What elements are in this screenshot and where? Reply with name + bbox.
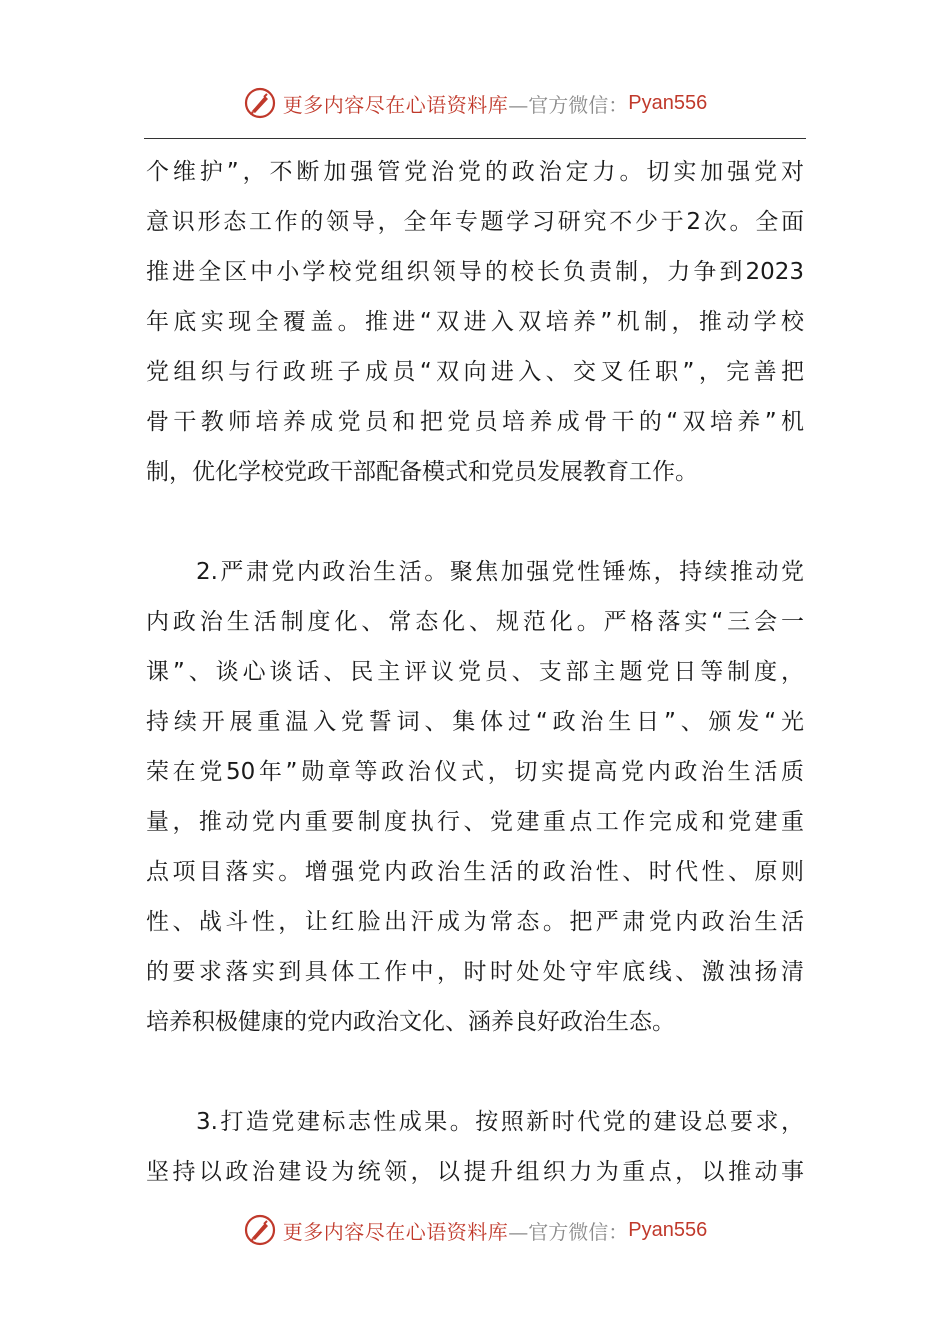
paragraph-3 [146,1097,804,1197]
pen-seal-icon [243,1213,277,1247]
text-line: 量，推动党内重要制度执行、党建重点工作完成和党建重 [146,809,804,835]
watermark-wechat: Pyan556 [628,91,708,114]
watermark-wechat: Pyan556 [628,1218,708,1241]
watermark-text [283,1216,707,1245]
text-line: 推进全区中小学校党组织领导的校长负责制，力争到2023 [146,259,804,285]
text-line: 个维护”，不断加强管党治党的政治定力。切实加强党对 [146,159,804,185]
text-line: 荣在党50年”勋章等政治仪式，切实提高党内政治生活质 [146,759,804,785]
text-line: 党组织与行政班子成员“双向进入、交叉任职”，完善把 [146,359,804,385]
text-line: 骨干教师培养成党员和把党员培养成骨干的“双培养”机 [146,409,804,435]
text-line: 内政治生活制度化、常态化、规范化。严格落实“三会一 [146,609,804,635]
text-line: 培养积极健康的党内政治文化、涵养良好政治生态。 [146,1009,675,1035]
watermark-main: 更多内容尽在心语资料库 [282,1219,509,1244]
text-line: 2.严肃党内政治生活。聚焦加强党性锤炼，持续推动党 [196,559,804,585]
paragraph-spacer [146,497,804,547]
text-line: 持续开展重温入党誓词、集体过“政治生日”、颁发“光 [146,709,804,735]
text-line: 性、战斗性，让红脸出汗成为常态。把严肃党内政治生活 [146,909,804,935]
text-line: 点项目落实。增强党内政治生活的政治性、时代性、原则 [146,859,804,885]
watermark-sub: —官方微信： [508,92,629,117]
header-divider [144,138,806,139]
text-line: 坚持以政治建设为统领，以提升组织力为重点，以推动事 [146,1159,804,1185]
text-line: 3.打造党建标志性成果。按照新时代党的建设总要求， [196,1109,804,1135]
text-line: 课”、谈心谈话、民主评议党员、支部主题党日等制度， [146,659,804,685]
paragraph-spacer [146,1047,804,1097]
watermark-main: 更多内容尽在心语资料库 [282,92,509,117]
text-line: 年底实现全覆盖。推进“双进入双培养”机制，推动学校 [146,309,804,335]
document-body [146,147,804,1197]
text-line: 制，优化学校党政干部配备模式和党员发展教育工作。 [146,459,698,485]
pen-seal-icon [243,86,277,120]
footer-watermark [0,1210,950,1250]
paragraph-2 [146,547,804,1047]
text-line: 的要求落实到具体工作中，时时处处守牢底线、激浊扬清 [146,959,804,985]
text-line: 意识形态工作的领导，全年专题学习研究不少于2次。全面 [146,209,804,235]
paragraph-1 [146,147,804,497]
watermark-text [283,89,707,118]
watermark-sub: —官方微信： [508,1219,629,1244]
header-watermark [0,83,950,123]
